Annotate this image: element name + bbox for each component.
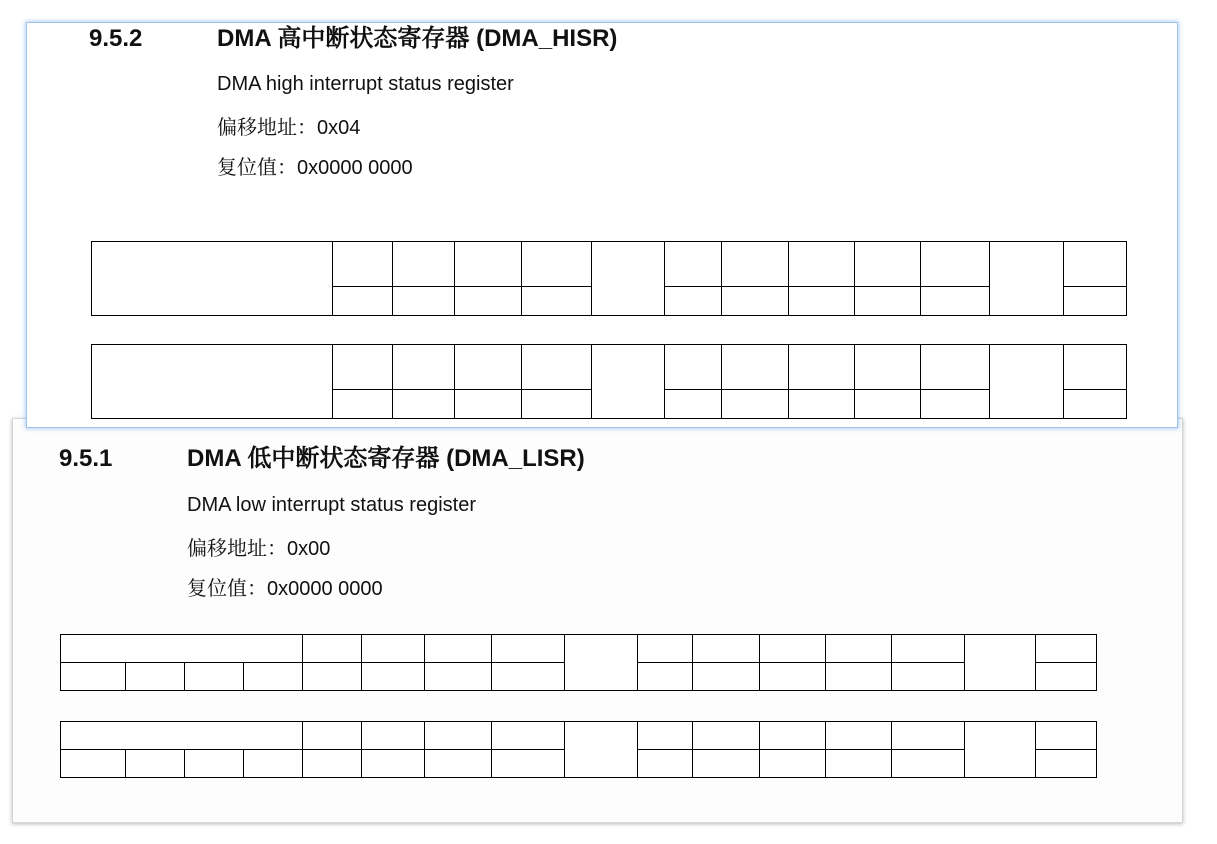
bit-number (271, 216, 332, 234)
field-cell (1063, 344, 1127, 390)
bit-number (721, 319, 788, 337)
access-cell (361, 662, 425, 691)
access-cell (424, 662, 492, 691)
field-cell (1035, 721, 1097, 750)
field-cell (721, 344, 789, 390)
bit-number (60, 698, 125, 716)
reserved-field (564, 721, 638, 778)
access-cell (125, 662, 185, 691)
lisr-register-section (12, 418, 1183, 823)
bit-number (964, 611, 1035, 629)
access-cell (521, 286, 592, 316)
bit-number (361, 611, 424, 629)
reserved-field (564, 634, 638, 691)
access-cell (891, 662, 965, 691)
reset-value: 复位值：0x0000 0000 (217, 157, 413, 179)
reserved-field (989, 344, 1064, 419)
field-cell (361, 721, 425, 750)
reserved-field (91, 241, 333, 316)
field-cell (491, 634, 565, 663)
access-cell (788, 286, 855, 316)
access-cell (759, 662, 826, 691)
field-cell (788, 241, 855, 287)
access-cell (891, 749, 965, 778)
access-cell (664, 286, 722, 316)
access-cell (854, 389, 921, 419)
bit-number (1035, 611, 1096, 629)
field-cell (759, 634, 826, 663)
access-cell (332, 286, 393, 316)
bit-number (271, 319, 332, 337)
access-cell (60, 749, 126, 778)
field-cell (637, 721, 693, 750)
field-cell (920, 241, 990, 287)
bit-number (920, 319, 989, 337)
bit-number (184, 611, 243, 629)
reserved-field (60, 634, 303, 663)
bit-number (91, 216, 151, 234)
bit-number (521, 216, 591, 234)
field-cell (825, 721, 892, 750)
field-cell (920, 344, 990, 390)
bit-number (854, 216, 920, 234)
reset-value: 复位值：0x0000 0000 (187, 578, 383, 600)
access-cell (60, 662, 126, 691)
access-cell (454, 286, 522, 316)
bit-number (392, 319, 454, 337)
access-cell (392, 286, 455, 316)
bit-number (424, 611, 491, 629)
field-cell (424, 721, 492, 750)
section-title: DMA 高中断状态寄存器 (DMA_HISR) (217, 25, 618, 52)
access-cell (920, 389, 990, 419)
access-cell (825, 749, 892, 778)
field-cell (1063, 241, 1127, 287)
field-cell (692, 634, 760, 663)
access-cell (125, 749, 185, 778)
field-cell (664, 344, 722, 390)
bit-number (564, 611, 637, 629)
field-cell (454, 344, 522, 390)
access-cell (825, 662, 892, 691)
bit-number (788, 319, 854, 337)
register-subtitle: DMA low interrupt status register (187, 494, 476, 516)
hisr-register-section (26, 22, 1178, 428)
access-cell (854, 286, 921, 316)
bit-number (392, 216, 454, 234)
bit-number (491, 698, 564, 716)
access-cell (1035, 749, 1097, 778)
reserved-field (91, 344, 333, 419)
field-cell (302, 634, 362, 663)
reserved-field (60, 721, 303, 750)
access-cell (788, 389, 855, 419)
bit-number (332, 319, 392, 337)
reserved-field (591, 241, 665, 316)
bit-number (125, 698, 184, 716)
bit-number (989, 216, 1063, 234)
access-cell (692, 662, 760, 691)
field-cell (721, 241, 789, 287)
field-cell (424, 634, 492, 663)
bit-number (759, 611, 825, 629)
field-cell (521, 241, 592, 287)
field-cell (361, 634, 425, 663)
access-cell (302, 749, 362, 778)
access-cell (491, 749, 565, 778)
field-cell (825, 634, 892, 663)
field-cell (1035, 634, 1097, 663)
section-number: 9.5.1 (59, 445, 113, 472)
field-cell (521, 344, 592, 390)
access-cell (1063, 389, 1127, 419)
bit-number (825, 698, 891, 716)
bit-number (891, 611, 964, 629)
bit-number (361, 698, 424, 716)
bit-number (564, 698, 637, 716)
section-number: 9.5.2 (89, 25, 143, 52)
bit-number (211, 216, 271, 234)
bit-number (692, 698, 759, 716)
access-cell (184, 749, 244, 778)
access-cell (424, 749, 492, 778)
bit-number (920, 216, 989, 234)
access-cell (454, 389, 522, 419)
bit-number (721, 216, 788, 234)
bit-number (184, 698, 243, 716)
bit-number (151, 216, 211, 234)
bit-number (637, 611, 692, 629)
bit-number (243, 698, 302, 716)
bit-number (664, 216, 721, 234)
bit-number (759, 698, 825, 716)
bit-number (854, 319, 920, 337)
reserved-field (989, 241, 1064, 316)
access-cell (243, 749, 303, 778)
field-cell (491, 721, 565, 750)
bit-number (591, 216, 664, 234)
field-cell (392, 344, 455, 390)
field-cell (392, 241, 455, 287)
bit-number (125, 611, 184, 629)
access-cell (332, 389, 393, 419)
field-cell (854, 241, 921, 287)
reserved-field (964, 721, 1036, 778)
bit-number (491, 611, 564, 629)
bit-number (1063, 216, 1126, 234)
bit-number (591, 319, 664, 337)
field-cell (664, 241, 722, 287)
bit-number (91, 319, 151, 337)
offset-address: 偏移地址：0x00 (187, 538, 331, 560)
bit-number (825, 611, 891, 629)
bit-number (211, 319, 271, 337)
bit-number (302, 611, 361, 629)
section-title: DMA 低中断状态寄存器 (DMA_LISR) (187, 445, 585, 472)
access-cell (920, 286, 990, 316)
bit-number (964, 698, 1035, 716)
register-subtitle: DMA high interrupt status register (217, 73, 514, 95)
bit-number (891, 698, 964, 716)
bit-number (788, 216, 854, 234)
bit-number (1035, 698, 1096, 716)
field-cell (891, 634, 965, 663)
bit-number (1063, 319, 1126, 337)
field-cell (454, 241, 522, 287)
access-cell (692, 749, 760, 778)
field-cell (332, 344, 393, 390)
bit-number (521, 319, 591, 337)
access-cell (637, 749, 693, 778)
field-cell (332, 241, 393, 287)
access-cell (759, 749, 826, 778)
bit-number (454, 319, 521, 337)
bit-number (664, 319, 721, 337)
bit-number (243, 611, 302, 629)
access-cell (721, 286, 789, 316)
access-cell (184, 662, 244, 691)
access-cell (1063, 286, 1127, 316)
field-cell (692, 721, 760, 750)
reserved-field (964, 634, 1036, 691)
access-cell (302, 662, 362, 691)
access-cell (664, 389, 722, 419)
bit-number (454, 216, 521, 234)
bit-number (989, 319, 1063, 337)
bit-number (424, 698, 491, 716)
offset-address: 偏移地址：0x04 (217, 117, 361, 139)
access-cell (721, 389, 789, 419)
access-cell (243, 662, 303, 691)
field-cell (302, 721, 362, 750)
bit-number (332, 216, 392, 234)
access-cell (637, 662, 693, 691)
field-cell (891, 721, 965, 750)
access-cell (361, 749, 425, 778)
access-cell (1035, 662, 1097, 691)
bit-number (302, 698, 361, 716)
access-cell (521, 389, 592, 419)
reserved-field (591, 344, 665, 419)
bit-number (637, 698, 692, 716)
bit-number (151, 319, 211, 337)
access-cell (491, 662, 565, 691)
field-cell (788, 344, 855, 390)
field-cell (759, 721, 826, 750)
field-cell (854, 344, 921, 390)
bit-number (692, 611, 759, 629)
field-cell (637, 634, 693, 663)
bit-number (60, 611, 125, 629)
access-cell (392, 389, 455, 419)
